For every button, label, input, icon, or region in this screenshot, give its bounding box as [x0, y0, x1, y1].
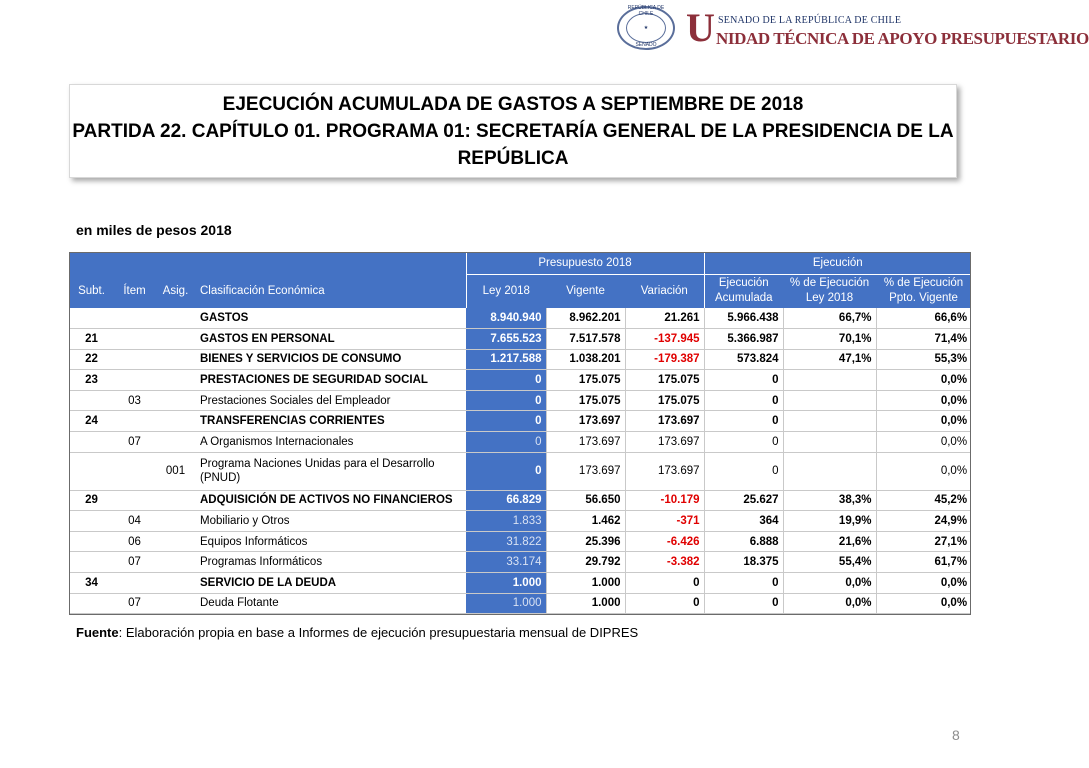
cell-item — [114, 349, 155, 370]
cell-pct-ley — [783, 432, 876, 453]
budget-execution-table — [69, 252, 971, 614]
cell-asig: 001 — [155, 452, 196, 490]
cell-pct-ley: 0,0% — [783, 573, 876, 594]
cell-clasificacion: BIENES Y SERVICIOS DE CONSUMO — [196, 349, 466, 370]
cell-asig — [155, 308, 196, 329]
cell-asig — [155, 593, 196, 614]
cell-vigente: 8.962.201 — [546, 308, 625, 329]
cell-clasificacion: GASTOS EN PERSONAL — [196, 329, 466, 350]
cell-item — [114, 329, 155, 350]
cell-variacion: 0 — [625, 593, 704, 614]
cell-ley: 0 — [466, 452, 546, 490]
table-row — [69, 531, 971, 552]
cell-ejecucion: 6.888 — [704, 531, 783, 552]
cell-variacion: 173.697 — [625, 411, 704, 432]
cell-asig — [155, 490, 196, 511]
cell-pct-ley — [783, 411, 876, 432]
cell-item: 03 — [114, 390, 155, 411]
cell-ejecucion: 364 — [704, 511, 783, 532]
cell-variacion: 175.075 — [625, 390, 704, 411]
cell-pct-ley: 55,4% — [783, 552, 876, 573]
units-label: en miles de pesos 2018 — [76, 222, 232, 238]
cell-pct-vigente: 66,6% — [876, 308, 971, 329]
cell-ley: 33.174 — [466, 552, 546, 573]
cell-ejecucion: 5.966.438 — [704, 308, 783, 329]
cell-vigente: 1.462 — [546, 511, 625, 532]
table-row — [69, 593, 971, 614]
cell-vigente: 25.396 — [546, 531, 625, 552]
cell-pct-ley — [783, 390, 876, 411]
table-row — [69, 349, 971, 370]
cell-ejecucion: 0 — [704, 411, 783, 432]
cell-subt: 29 — [69, 490, 114, 511]
group-header-presupuesto: Presupuesto 2018 — [466, 252, 704, 274]
cell-ejecucion: 0 — [704, 390, 783, 411]
cell-asig — [155, 573, 196, 594]
cell-variacion: -3.382 — [625, 552, 704, 573]
cell-subt — [69, 593, 114, 614]
cell-subt: 21 — [69, 329, 114, 350]
cell-ejecucion: 0 — [704, 593, 783, 614]
table-row — [69, 411, 971, 432]
source-text: : Elaboración propia en base a Informes de ejecución presupuestaria mensual de DIPRES — [118, 625, 639, 640]
cell-subt: 23 — [69, 370, 114, 391]
cell-asig — [155, 370, 196, 391]
cell-variacion: 0 — [625, 573, 704, 594]
cell-ejecucion: 573.824 — [704, 349, 783, 370]
cell-clasificacion: TRANSFERENCIAS CORRIENTES — [196, 411, 466, 432]
cell-ley: 1.833 — [466, 511, 546, 532]
header-ejecucion-acumulada: Ejecución Acumulada — [704, 274, 783, 308]
cell-pct-ley: 0,0% — [783, 593, 876, 614]
cell-ejecucion: 0 — [704, 432, 783, 453]
cell-variacion: -6.426 — [625, 531, 704, 552]
cell-ley: 7.655.523 — [466, 329, 546, 350]
seal-top-text: REPÚBLICA DE CHILE — [627, 5, 665, 17]
header-ley: Ley 2018 — [466, 274, 546, 308]
cell-ley: 1.000 — [466, 593, 546, 614]
cell-vigente: 175.075 — [546, 390, 625, 411]
cell-pct-vigente: 0,0% — [876, 452, 971, 490]
cell-pct-vigente: 55,3% — [876, 349, 971, 370]
table-row — [69, 573, 971, 594]
cell-ley: 31.822 — [466, 531, 546, 552]
cell-item: 07 — [114, 593, 155, 614]
table-row — [69, 511, 971, 532]
cell-clasificacion: Programa Naciones Unidas para el Desarrollo (PNUD) — [196, 452, 466, 490]
cell-ley: 8.940.940 — [466, 308, 546, 329]
cell-clasificacion: Mobiliario y Otros — [196, 511, 466, 532]
cell-subt — [69, 552, 114, 573]
cell-pct-ley — [783, 452, 876, 490]
cell-vigente: 173.697 — [546, 452, 625, 490]
cell-subt — [69, 432, 114, 453]
table-row — [69, 552, 971, 573]
cell-asig — [155, 329, 196, 350]
cell-variacion: -371 — [625, 511, 704, 532]
cell-vigente: 1.000 — [546, 593, 625, 614]
source-note — [76, 625, 638, 640]
source-label: Fuente — [76, 625, 119, 640]
table-row — [69, 370, 971, 391]
cell-clasificacion: Equipos Informáticos — [196, 531, 466, 552]
table-header-row — [69, 274, 971, 308]
cell-vigente: 1.000 — [546, 573, 625, 594]
cell-pct-vigente: 0,0% — [876, 573, 971, 594]
header-pct-vigente: % de Ejecución Ppto. Vigente — [876, 274, 971, 308]
cell-vigente: 56.650 — [546, 490, 625, 511]
cell-asig — [155, 411, 196, 432]
cell-subt — [69, 531, 114, 552]
cell-asig — [155, 552, 196, 573]
cell-item — [114, 411, 155, 432]
header-pct-ley: % de Ejecución Ley 2018 — [783, 274, 876, 308]
cell-ejecucion: 0 — [704, 370, 783, 391]
cell-pct-vigente: 71,4% — [876, 329, 971, 350]
cell-variacion: 175.075 — [625, 370, 704, 391]
cell-item: 07 — [114, 552, 155, 573]
cell-pct-ley — [783, 370, 876, 391]
cell-pct-vigente: 0,0% — [876, 370, 971, 391]
cell-ley: 0 — [466, 411, 546, 432]
cell-variacion: -137.945 — [625, 329, 704, 350]
cell-subt — [69, 308, 114, 329]
cell-ley: 0 — [466, 432, 546, 453]
cell-vigente: 173.697 — [546, 432, 625, 453]
cell-subt: 24 — [69, 411, 114, 432]
cell-clasificacion: Programas Informáticos — [196, 552, 466, 573]
table-row — [69, 329, 971, 350]
cell-pct-vigente: 45,2% — [876, 490, 971, 511]
table-row — [69, 308, 971, 329]
cell-clasificacion: Deuda Flotante — [196, 593, 466, 614]
cell-subt — [69, 511, 114, 532]
cell-item: 04 — [114, 511, 155, 532]
slide-title-box — [69, 84, 957, 178]
cell-ejecucion: 0 — [704, 573, 783, 594]
cell-ejecucion: 18.375 — [704, 552, 783, 573]
cell-ejecucion: 0 — [704, 452, 783, 490]
header-subt: Subt. — [69, 274, 114, 308]
cell-pct-ley: 38,3% — [783, 490, 876, 511]
table-row — [69, 390, 971, 411]
cell-clasificacion: PRESTACIONES DE SEGURIDAD SOCIAL — [196, 370, 466, 391]
cell-pct-ley: 47,1% — [783, 349, 876, 370]
header-vigente: Vigente — [546, 274, 625, 308]
cell-pct-vigente: 0,0% — [876, 593, 971, 614]
cell-ley: 1.217.588 — [466, 349, 546, 370]
cell-subt — [69, 452, 114, 490]
cell-pct-ley: 21,6% — [783, 531, 876, 552]
cell-pct-vigente: 0,0% — [876, 390, 971, 411]
cell-item: 07 — [114, 432, 155, 453]
cell-pct-vigente: 61,7% — [876, 552, 971, 573]
cell-ley: 0 — [466, 390, 546, 411]
cell-asig — [155, 531, 196, 552]
cell-pct-vigente: 27,1% — [876, 531, 971, 552]
cell-ley: 0 — [466, 370, 546, 391]
cell-ejecucion: 25.627 — [704, 490, 783, 511]
brand-initial: U — [686, 5, 715, 50]
cell-clasificacion: GASTOS — [196, 308, 466, 329]
header-variacion: Variación — [625, 274, 704, 308]
cell-item — [114, 573, 155, 594]
cell-vigente: 1.038.201 — [546, 349, 625, 370]
table-group-header-row — [69, 252, 971, 274]
cell-pct-vigente: 24,9% — [876, 511, 971, 532]
cell-subt: 34 — [69, 573, 114, 594]
brand-subtitle: SENADO DE LA REPÚBLICA DE CHILE — [718, 15, 902, 26]
cell-item: 06 — [114, 531, 155, 552]
cell-asig — [155, 432, 196, 453]
cell-pct-vigente: 0,0% — [876, 432, 971, 453]
cell-vigente: 29.792 — [546, 552, 625, 573]
cell-variacion: -179.387 — [625, 349, 704, 370]
cell-ley: 66.829 — [466, 490, 546, 511]
table-row — [69, 452, 971, 490]
cell-subt: 22 — [69, 349, 114, 370]
cell-item — [114, 370, 155, 391]
cell-ejecucion: 5.366.987 — [704, 329, 783, 350]
seal-bottom-text: SENADO — [635, 42, 657, 48]
cell-clasificacion: Prestaciones Sociales del Empleador — [196, 390, 466, 411]
cell-item — [114, 490, 155, 511]
cell-pct-vigente: 0,0% — [876, 411, 971, 432]
title-line-2: PARTIDA 22. CAPÍTULO 01. PROGRAMA 01: SECRETARÍA GENERAL DE LA PRESIDENCIA DE LA — [72, 120, 954, 142]
cell-ley: 1.000 — [466, 573, 546, 594]
page-number: 8 — [952, 727, 960, 743]
cell-asig — [155, 390, 196, 411]
cell-asig — [155, 511, 196, 532]
brand-title: NIDAD TÉCNICA DE APOYO PRESUPUESTARIO — [716, 29, 1089, 48]
cell-asig — [155, 349, 196, 370]
cell-clasificacion: SERVICIO DE LA DEUDA — [196, 573, 466, 594]
cell-variacion: 21.261 — [625, 308, 704, 329]
cell-item — [114, 308, 155, 329]
table-row — [69, 490, 971, 511]
cell-vigente: 175.075 — [546, 370, 625, 391]
title-line-3: REPÚBLICA — [457, 147, 569, 169]
cell-vigente: 173.697 — [546, 411, 625, 432]
cell-subt — [69, 390, 114, 411]
cell-pct-ley: 66,7% — [783, 308, 876, 329]
cell-variacion: -10.179 — [625, 490, 704, 511]
cell-vigente: 7.517.578 — [546, 329, 625, 350]
seal-emblem-icon: ★ — [626, 13, 666, 43]
table-row — [69, 432, 971, 453]
cell-variacion: 173.697 — [625, 452, 704, 490]
header-asig: Asig. — [155, 274, 196, 308]
header-item: Ítem — [114, 274, 155, 308]
cell-pct-ley: 19,9% — [783, 511, 876, 532]
title-line-1: EJECUCIÓN ACUMULADA DE GASTOS A SEPTIEMBRE DE 2018 — [222, 93, 804, 115]
cell-pct-ley: 70,1% — [783, 329, 876, 350]
cell-variacion: 173.697 — [625, 432, 704, 453]
cell-item — [114, 452, 155, 490]
group-header-ejecucion: Ejecución — [704, 252, 971, 274]
cell-clasificacion: A Organismos Internacionales — [196, 432, 466, 453]
header-clasificacion: Clasificación Económica — [196, 274, 466, 308]
cell-clasificacion: ADQUISICIÓN DE ACTIVOS NO FINANCIEROS — [196, 490, 466, 511]
